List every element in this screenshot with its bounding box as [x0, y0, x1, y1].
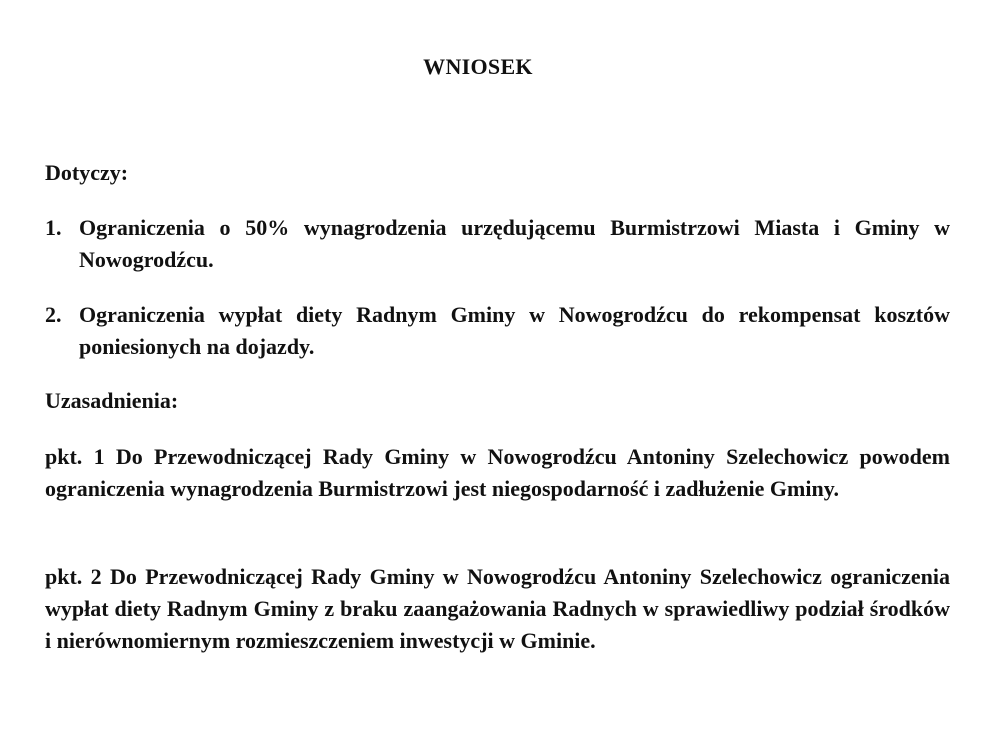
- list-item-text: Ograniczenia o 50% wynagrodzenia urzędującemu Burmistrzowi Miasta i Gminy w Nowogrodźcu.: [79, 215, 950, 272]
- justification-label: Uzasadnienia:: [45, 388, 179, 413]
- justification-paragraph: pkt. 1 Do Przewodniczącej Rady Gminy w Nowogrodźcu Antoniny Szelechowicz powodem ograniczenia wynagrodzenia Burmistrzowi jest niegospodarność i zadłużenie Gminy.: [45, 444, 950, 501]
- list-item-number: 1.: [45, 215, 62, 240]
- list-item-text: Ograniczenia wypłat diety Radnym Gminy w Nowogrodźcu do rekompensat kosztów poniesionych na dojazdy.: [79, 302, 950, 359]
- list-item-number: 2.: [45, 302, 62, 327]
- subject-label: Dotyczy:: [45, 160, 129, 185]
- list-item: [45, 212, 950, 276]
- document-title: WNIOSEK: [423, 54, 533, 79]
- list-item: [45, 299, 950, 363]
- justification-paragraph: pkt. 2 Do Przewodniczącej Rady Gminy w Nowogrodźcu Antoniny Szelechowicz ograniczenia wypłat diety Radnym Gminy z braku zaangażowania Radnych w sprawiedliwy podział środków i nierównomiernym rozmieszczeniem inwestycji w Gminie.: [45, 564, 950, 653]
